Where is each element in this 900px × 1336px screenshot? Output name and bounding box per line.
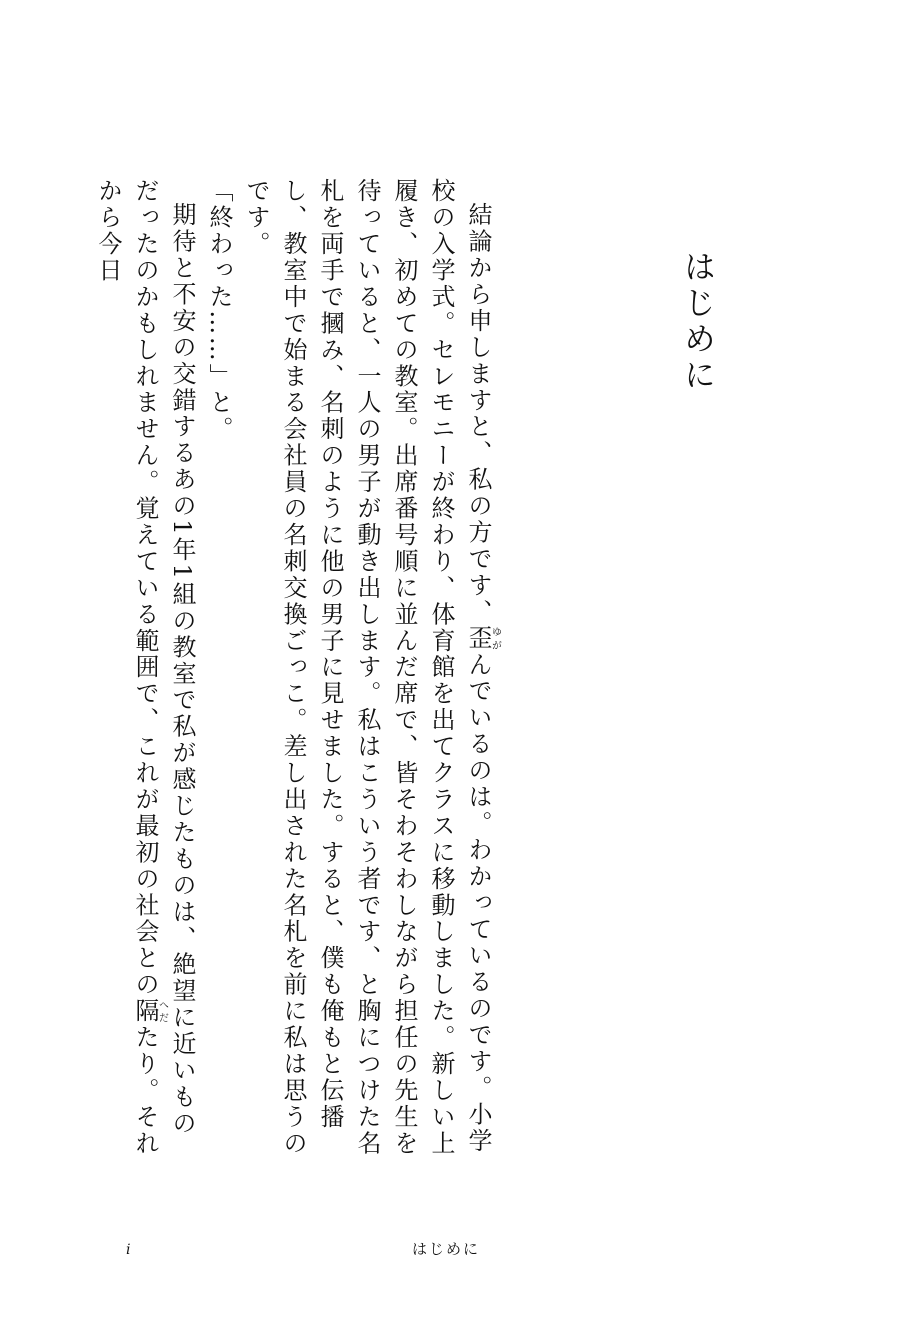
ruby-heda-reading: へだ bbox=[156, 997, 168, 1025]
running-title: はじめに bbox=[412, 1240, 481, 1258]
ruby-yuga-base: 歪 bbox=[464, 625, 492, 652]
paragraph-3-part-2: たり。それから今日 bbox=[94, 178, 159, 1157]
ruby-yuga-reading: ゆが bbox=[489, 625, 501, 652]
body-text bbox=[94, 178, 501, 1158]
chapter-title: はじめに bbox=[679, 250, 717, 394]
paragraph-1 bbox=[237, 178, 500, 1158]
ruby-heda bbox=[131, 997, 168, 1025]
paragraph-1-part-1: 結論から申しますと、私の方です、 bbox=[464, 202, 492, 626]
paragraph-3-part-1: 期待と不安の交錯するあの1年1組の教室で私が感じたものは、絶望に近いものだったのかもしれません。覚えている範囲で、これが最初の社会との bbox=[131, 178, 196, 1137]
paragraph-3 bbox=[89, 178, 200, 1158]
page-number: i bbox=[126, 1242, 131, 1258]
ruby-yuga bbox=[464, 625, 501, 652]
paragraph-2: 「終わった……」と。 bbox=[205, 178, 233, 443]
ruby-heda-base: 隔 bbox=[131, 997, 159, 1025]
paragraph-1-part-2: んでいるのは。わかっているのです。小学校の入学式。セレモニーが終わり、体育館を出てクラスに移動しました。新しい上履き、初めての教室。出席番号順に並んだ席で、皆そわそわしながら担任の先生を待っていると、一人の男子が動き出します。私はこういう者です、と胸につけた名札を両手で摑み、名刺のように他の男子に見せました。すると、僕も俺もと伝播し、教室中で始まる会社員の名刺交換ごっこ。差し出された名札を前に私は思うのです。 bbox=[242, 178, 492, 1157]
